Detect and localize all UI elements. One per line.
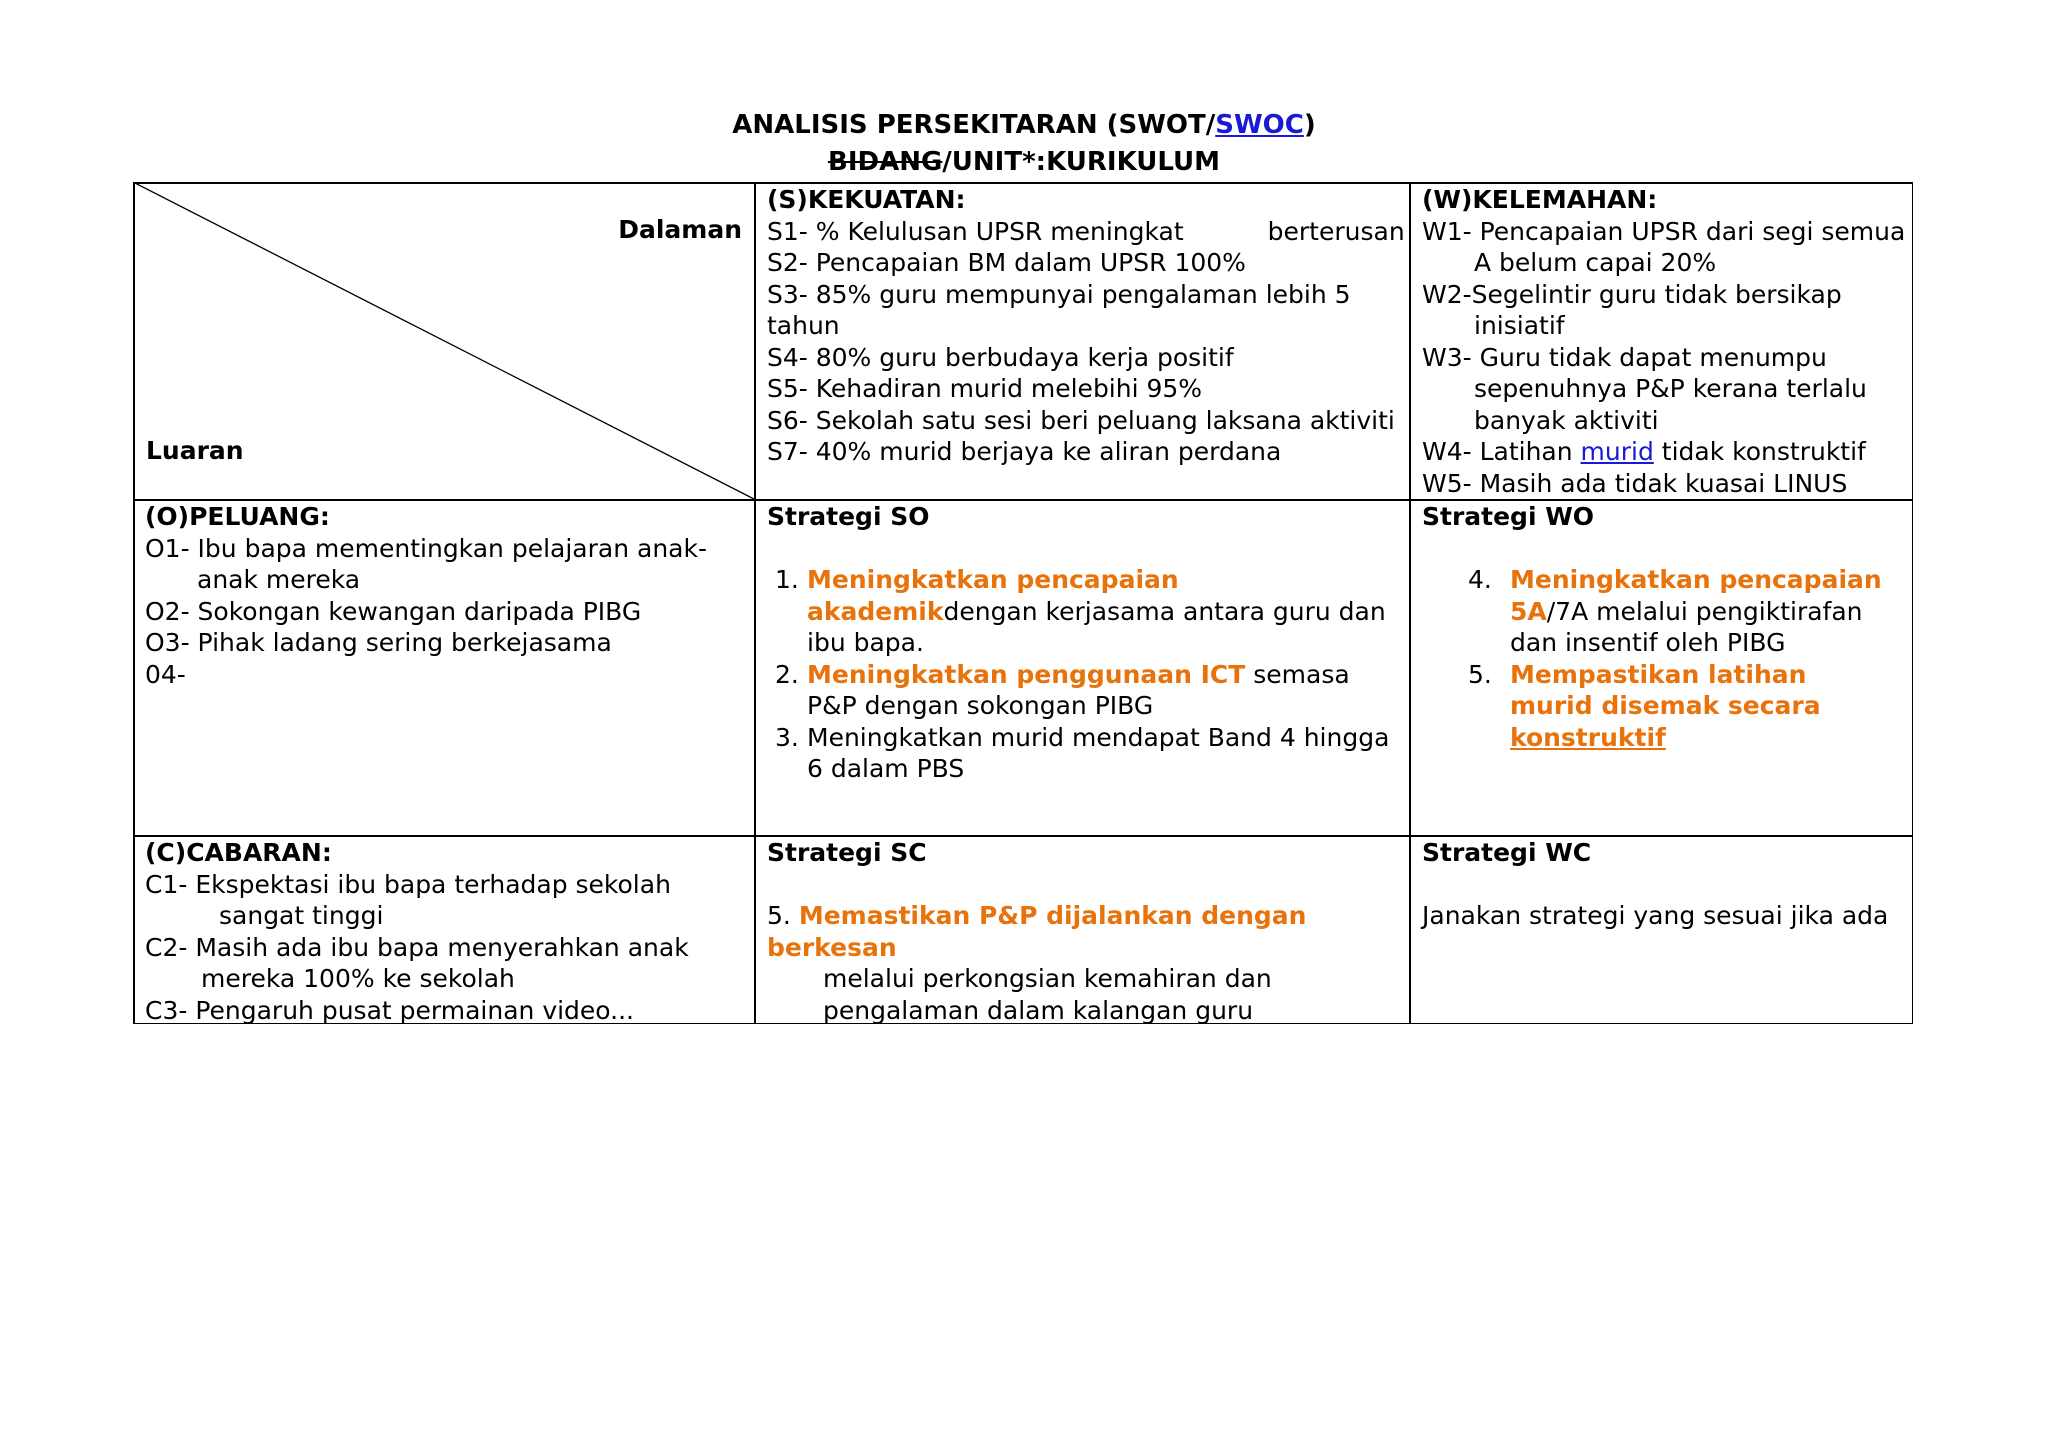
border-col2	[1409, 182, 1411, 1024]
threat-c1: C1- Ekspektasi ibu bapa terhadap sekolah	[145, 869, 671, 899]
threats-heading: (C)CABARAN:	[145, 838, 332, 867]
weakness-w1: W1- Pencapaian UPSR dari segi semua	[1422, 216, 1906, 246]
title-prefix: ANALISIS PERSEKITARAN (SWOT/	[732, 110, 1216, 140]
border-col1	[754, 182, 756, 1024]
weakness-w1-cont: A belum capai 20%	[1474, 248, 1717, 277]
opportunity-o1-cont: anak mereka	[197, 565, 361, 594]
strategy-wo-cell	[1422, 501, 1882, 753]
corner-cell	[133, 182, 754, 499]
weakness-w3-cont2: banyak aktiviti	[1474, 405, 1659, 435]
opportunity-o1: O1- Ibu bapa mementingkan pelajaran anak-	[145, 533, 707, 563]
weakness-w2: W2-Segelintir guru tidak bersikap	[1422, 279, 1842, 309]
weaknesses-heading: (W)KELEMAHAN:	[1422, 185, 1658, 214]
list-item: 4. Meningkatkan pencapaian 5A/7A melalui pengiktirafan dan insentif oleh PIBG	[1468, 565, 1882, 657]
strategy-so-list	[767, 564, 1403, 785]
opportunities-cell	[145, 501, 750, 690]
strength-s1: S1- % Kelulusan UPSR meningkat berterusan	[767, 216, 1405, 246]
strategy-so-cell	[767, 501, 1403, 785]
page-subtitle	[0, 146, 2048, 178]
strategy-sc-cell	[767, 837, 1407, 1026]
strategy-sc-item: 5. Memastikan P&P dijalankan dengan berkesan	[767, 901, 1307, 962]
threat-c2-cont: mereka 100% ke sekolah	[201, 964, 515, 993]
threats-cell	[145, 837, 750, 1026]
border-right	[1912, 182, 1914, 1024]
list-item: 5. Mempastikan latihan murid disemak secara konstruktif	[1468, 659, 1821, 752]
strategy-wo-heading: Strategi WO	[1422, 502, 1595, 531]
opportunities-heading: (O)PELUANG:	[145, 502, 330, 531]
swot-table	[133, 182, 1913, 1024]
konstruktif-link[interactable]: konstruktif	[1510, 722, 1666, 752]
strengths-cell	[767, 184, 1407, 468]
strength-s3: S3- 85% guru mempunyai pengalaman lebih 5 tahun	[767, 279, 1351, 340]
strength-s6: S6- Sekolah satu sesi beri peluang laksana aktiviti	[767, 405, 1395, 435]
list-item: 2. Meningkatkan penggunaan ICT semasa P&P dengan sokongan PIBG	[775, 659, 1350, 720]
opportunity-o2: O2- Sokongan kewangan daripada PIBG	[145, 596, 642, 626]
subtitle-rest: /UNIT*:KURIKULUM	[942, 147, 1220, 177]
weakness-w4: W4- Latihan murid tidak konstruktif	[1422, 437, 1866, 466]
weakness-w2-cont: inisiatif	[1474, 311, 1565, 340]
list-item: 1. Meningkatkan pencapaian akademikdengan kerjasama antara guru dan ibu bapa.	[775, 565, 1386, 657]
subtitle-strike: BIDANG	[828, 147, 943, 177]
swoc-link[interactable]: SWOC	[1215, 110, 1304, 140]
strategy-wc-heading: Strategi WC	[1422, 838, 1592, 867]
threat-c1-cont: sangat tinggi	[219, 901, 384, 930]
strategy-wc-cell	[1422, 837, 1910, 932]
opportunity-o3: O3- Pihak ladang sering berkejasama	[145, 628, 612, 657]
opportunity-o4: 04-	[145, 659, 186, 689]
weakness-w3-cont: sepenuhnya P&P kerana terlalu	[1474, 374, 1867, 403]
label-dalaman: Dalaman	[618, 215, 742, 244]
threat-c2: C2- Masih ada ibu bapa menyerahkan anak	[145, 932, 689, 962]
strength-s5: S5- Kehadiran murid melebihi 95%	[767, 374, 1203, 403]
strength-s7: S7- 40% murid berjaya ke aliran perdana	[767, 437, 1282, 466]
title-suffix: )	[1303, 110, 1316, 140]
weakness-w3: W3- Guru tidak dapat menumpu	[1422, 342, 1827, 372]
list-item: 3. Meningkatkan murid mendapat Band 4 hingga 6 dalam PBS	[775, 722, 1390, 783]
murid-link[interactable]: murid	[1580, 437, 1654, 466]
weaknesses-cell	[1422, 184, 1910, 499]
page-title	[0, 109, 2048, 141]
strategy-sc-item-cont: melalui perkongsian kemahiran dan	[823, 964, 1272, 993]
strategy-wc-text: Janakan strategi yang sesuai jika ada	[1422, 901, 1889, 930]
strength-s4: S4- 80% guru berbudaya kerja positif	[767, 342, 1234, 372]
strategy-sc-heading: Strategi SC	[767, 838, 927, 867]
strength-s2: S2- Pencapaian BM dalam UPSR 100%	[767, 248, 1246, 277]
strategy-wo-list	[1422, 564, 1882, 753]
label-luaran: Luaran	[146, 436, 244, 465]
threat-c3: C3- Pengaruh pusat permainan video...	[145, 995, 635, 1025]
strategy-so-heading: Strategi SO	[767, 502, 930, 531]
weakness-w5: W5- Masih ada tidak kuasai LINUS	[1422, 468, 1848, 498]
strengths-heading: (S)KEKUATAN:	[767, 185, 966, 214]
strategy-sc-item-cont2: pengalaman dalam kalangan guru	[823, 995, 1254, 1025]
